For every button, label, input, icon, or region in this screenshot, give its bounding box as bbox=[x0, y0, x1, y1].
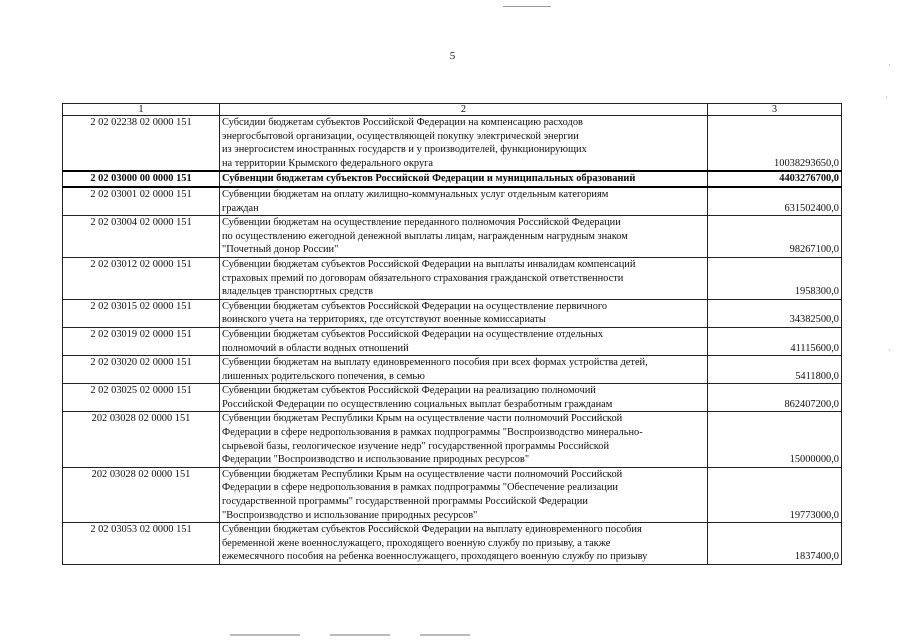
header-cell-2: 2 bbox=[220, 104, 708, 116]
table-row bbox=[63, 356, 842, 384]
description-line: ежемесячного пособия на ребенка военнослужащего, проходящего военную службу по призыву bbox=[222, 551, 648, 563]
description-cell bbox=[220, 523, 708, 565]
description-line: "Воспроизводство и использование природных ресурсов" bbox=[222, 509, 478, 521]
description-line: страховых премий по договорам обязательного страхования гражданской ответственности bbox=[222, 272, 624, 284]
description-cell bbox=[220, 356, 708, 384]
budget-code-cell: 2 02 02238 02 0000 151 bbox=[63, 116, 220, 172]
description-line: Федерации в сфере недропользования в рамках подпрограммы "Обеспечение реализации bbox=[222, 482, 618, 494]
description-line: Субсидии бюджетам субъектов Российской Федерации на компенсацию расходов bbox=[222, 117, 583, 128]
description-cell bbox=[220, 216, 708, 258]
budget-code-cell: 2 02 03015 02 0000 151 bbox=[63, 299, 220, 327]
description-cell bbox=[220, 116, 708, 172]
description-line: Субвенции бюджетам субъектов Российской Федерации на выплаты инвалидам компенсаций bbox=[222, 258, 636, 270]
table-row bbox=[63, 384, 842, 412]
amount-cell: 4403276700,0 bbox=[708, 171, 842, 187]
description-line: владельцев транспортных средств bbox=[222, 286, 374, 298]
amount-cell: 34382500,0 bbox=[708, 299, 842, 327]
budget-code-cell: 202 03028 02 0000 151 bbox=[63, 467, 220, 522]
amount-cell: 10038293650,0 bbox=[708, 116, 842, 172]
description-line: Российской Федерации по осуществлению социальных выплат безработным гражданам bbox=[222, 398, 613, 410]
amount-cell: 1958300,0 bbox=[708, 257, 842, 299]
page-number: 5 bbox=[449, 50, 456, 62]
description-line: Субвенции бюджетам Республики Крым на осуществление части полномочий Российской bbox=[222, 413, 623, 425]
description-line: по осуществлению ежегодной денежной выплаты лицам, награжденным нагрудным знаком bbox=[222, 230, 628, 242]
description-line: беременной жене военнослужащего, проходящего военную службу по призыву, а также bbox=[222, 537, 611, 549]
budget-code-cell: 2 02 03001 02 0000 151 bbox=[63, 187, 220, 216]
description-line: энергосбытовой организации, осуществляющей покупку электрической энергии bbox=[222, 130, 579, 142]
description-cell bbox=[220, 467, 708, 522]
amount-cell: 41115600,0 bbox=[708, 327, 842, 355]
description-line: государственной программы" государственной программы Российской Федерации bbox=[222, 496, 588, 508]
scan-edge-mark: · bbox=[888, 60, 891, 70]
description-line: на территории Крымского федерального округа bbox=[222, 157, 434, 169]
table-row bbox=[63, 299, 842, 327]
description-line: лишенных родительского попечения, в семью bbox=[222, 370, 425, 382]
scan-bottom-smudge bbox=[230, 634, 300, 636]
table-row bbox=[63, 412, 842, 467]
header-cell-1: 1 bbox=[63, 104, 220, 116]
description-line: Субвенции бюджетам на осуществление переданного полномочия Российской Федерации bbox=[222, 217, 621, 229]
description-line: Субвенции бюджетам на выплату единовременного пособия при всех формах устройства детей, bbox=[222, 357, 648, 369]
table-row bbox=[63, 187, 842, 216]
table-row bbox=[63, 171, 842, 187]
amount-cell: 5411800,0 bbox=[708, 356, 842, 384]
description-cell bbox=[220, 299, 708, 327]
amount-cell: 631502400,0 bbox=[708, 187, 842, 216]
description-line: Федерации в сфере недропользования в рамках подпрограммы "Воспроизводство минерально- bbox=[222, 427, 643, 439]
budget-revenue-table bbox=[62, 103, 842, 565]
budget-code-cell: 2 02 03025 02 0000 151 bbox=[63, 384, 220, 412]
amount-cell: 15000000,0 bbox=[708, 412, 842, 467]
description-line: "Почетный донор России" bbox=[222, 244, 339, 256]
description-line: из энергосистем иностранных государств и у производителей, функционирующих bbox=[222, 144, 587, 156]
description-line: Федерации "Воспроизводство и использование природных ресурсов" bbox=[222, 454, 530, 466]
amount-cell: 19773000,0 bbox=[708, 467, 842, 522]
scan-bottom-smudge bbox=[330, 634, 390, 636]
table-body bbox=[63, 104, 842, 565]
header-cell-3: 3 bbox=[708, 104, 842, 116]
description-line: полномочий в области водных отношений bbox=[222, 342, 409, 354]
budget-code-cell: 2 02 03000 00 0000 151 bbox=[63, 171, 220, 187]
description-cell bbox=[220, 384, 708, 412]
description-line: Субвенции бюджетам субъектов Российской Федерации на реализацию полномочий bbox=[222, 385, 596, 397]
description-line: Субвенции бюджетам Республики Крым на осуществление части полномочий Российской bbox=[222, 468, 623, 480]
description-line: Субвенции бюджетам субъектов Российской Федерации на осуществление отдельных bbox=[222, 328, 604, 340]
description-line: граждан bbox=[222, 202, 259, 214]
budget-code-cell: 2 02 03053 02 0000 151 bbox=[63, 523, 220, 565]
scan-edge-mark: ' bbox=[886, 95, 888, 105]
table-row bbox=[63, 467, 842, 522]
scan-top-rule bbox=[503, 6, 551, 7]
description-cell bbox=[220, 412, 708, 467]
description-cell bbox=[220, 187, 708, 216]
budget-code-cell: 2 02 03004 02 0000 151 bbox=[63, 216, 220, 258]
table-row bbox=[63, 216, 842, 258]
scan-bottom-smudge bbox=[420, 634, 470, 636]
amount-cell: 862407200,0 bbox=[708, 384, 842, 412]
description-line: Субвенции бюджетам субъектов Российской Федерации и муниципальных образований bbox=[222, 173, 636, 185]
description-line: Субвенции бюджетам субъектов Российской Федерации на осуществление первичного bbox=[222, 300, 608, 312]
description-line: Субвенции бюджетам на оплату жилищно-коммунальных услуг отдельным категориям bbox=[222, 188, 609, 200]
budget-code-cell: 2 02 03012 02 0000 151 bbox=[63, 257, 220, 299]
scan-edge-mark: · bbox=[888, 345, 891, 355]
table-header-row bbox=[63, 104, 842, 116]
table-row bbox=[63, 257, 842, 299]
description-cell bbox=[220, 257, 708, 299]
table-row bbox=[63, 116, 842, 172]
budget-code-cell: 2 02 03019 02 0000 151 bbox=[63, 327, 220, 355]
amount-cell: 98267100,0 bbox=[708, 216, 842, 258]
description-line: сырьевой базы, геологическое изучение недр" государственной программы Российской bbox=[222, 440, 610, 452]
budget-code-cell: 202 03028 02 0000 151 bbox=[63, 412, 220, 467]
description-cell bbox=[220, 171, 708, 187]
description-cell bbox=[220, 327, 708, 355]
table-row bbox=[63, 327, 842, 355]
description-line: Субвенции бюджетам субъектов Российской Федерации на выплату единовременного пособия bbox=[222, 524, 642, 536]
description-line: воинского учета на территориях, где отсутствуют военные комиссариаты bbox=[222, 314, 546, 326]
table-row bbox=[63, 523, 842, 565]
amount-cell: 1837400,0 bbox=[708, 523, 842, 565]
budget-code-cell: 2 02 03020 02 0000 151 bbox=[63, 356, 220, 384]
